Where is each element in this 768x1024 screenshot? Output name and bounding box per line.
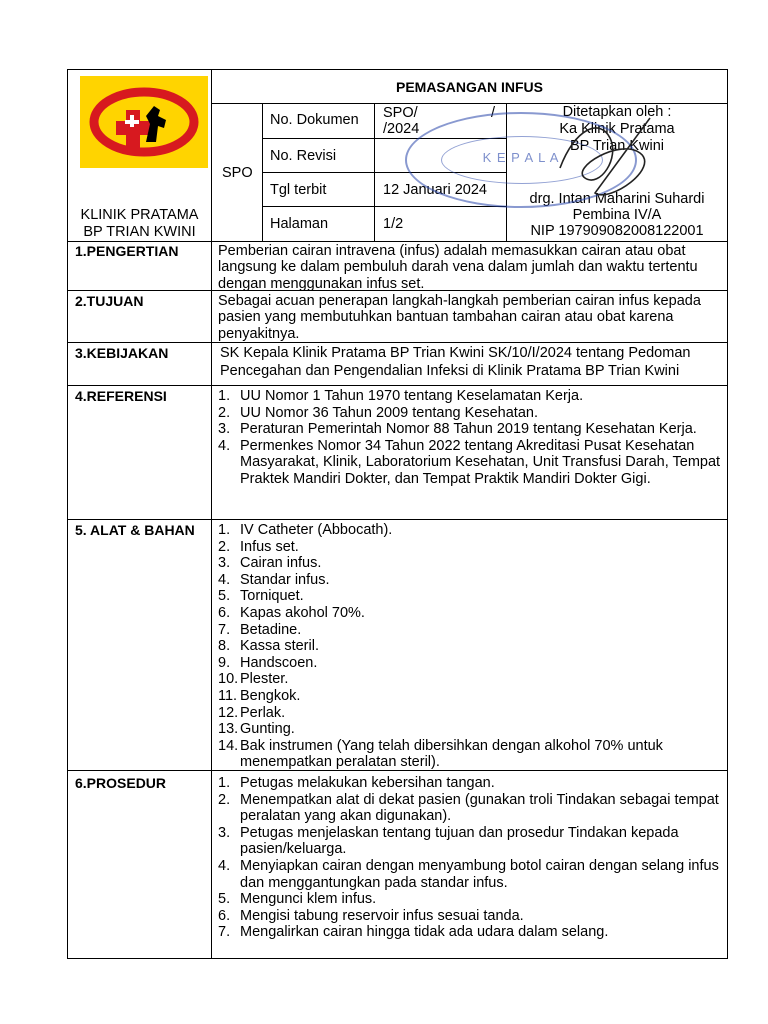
handwritten-signature (540, 108, 660, 208)
label-no-revisi: No. Revisi (270, 148, 337, 164)
section-title-kebijakan: 3.KEBIJAKAN (75, 345, 169, 361)
label-tgl-terbit: Tgl terbit (270, 182, 327, 198)
value-no-dokumen-year: /2024 (383, 121, 420, 137)
list-item: 4. Permenkes Nomor 34 Tahun 2022 tentang Akreditasi Pusat Kesehatan Masyarakat, Klinik, Laboratorium Kesehatan, Unit Transfusi Darah, Tempat Praktek Mandiri Dokter, dan Tempat Praktik Mandiri Dokter Gigi. (218, 437, 721, 487)
list-item: 3. Cairan infus. (218, 555, 322, 572)
signatory-rank: Pembina IV/A (572, 207, 662, 223)
list-item: 3. Petugas menjelaskan tentang tujuan dan prosedur Tindakan kepada pasien/keluarga. (218, 824, 679, 858)
list-item: 4. Menyiapkan cairan dengan menyambung botol cairan dengan selang infus dan menggantungkan pada standar infus. (218, 857, 719, 891)
list-item: 2. Infus set. (218, 538, 299, 555)
list-item: 8. Kassa steril. (218, 638, 319, 655)
alat-bahan-list (218, 522, 728, 771)
document-title: PEMASANGAN INFUS (395, 79, 543, 95)
list-item: 5. Torniquet. (218, 588, 304, 605)
value-no-dokumen-slash: / (491, 105, 496, 121)
list-item: 6. Mengisi tabung reservoir infus sesuai tanda. (218, 907, 524, 924)
list-item: 9. Handscoen. (218, 654, 318, 671)
section-title-tujuan: 2.TUJUAN (75, 293, 144, 309)
value-tgl-terbit: 12 Januari 2024 (383, 182, 487, 198)
list-item: 11. Bengkok. (218, 687, 301, 704)
prosedur-list (218, 775, 728, 941)
stamp-text: K E P A L A (482, 150, 560, 165)
signature-line1: Ditetapkan oleh : (562, 104, 672, 120)
section-text-kebijakan: SK Kepala Klinik Pratama BP Trian Kwini SK/10/I/2024 tentang Pedoman Pencegahan dan Pengendalian Infeksi di Klinik Pratama BP Trian Kwini (220, 345, 691, 379)
list-item: 7. Mengalirkan cairan hingga tidak ada udara dalam selang. (218, 924, 609, 941)
list-item: 10. Plester. (218, 671, 289, 688)
list-item: 5. Mengunci klem infus. (218, 891, 377, 908)
section-title-alat-bahan: 5. ALAT & BAHAN (75, 522, 195, 538)
list-item: 1. IV Catheter (Abbocath). (218, 522, 393, 538)
spo-label: SPO (222, 165, 253, 181)
list-item: 2. UU Nomor 36 Tahun 2009 tentang Kesehatan. (218, 404, 538, 421)
list-item: 1. UU Nomor 1 Tahun 1970 tentang Keselamatan Kerja. (218, 388, 584, 404)
value-halaman: 1/2 (383, 216, 404, 232)
section-text-pengertian: Pemberian cairan intravena (infus) adalah memasukkan cairan atau obat langsung ke dalam pembuluh darah vena dalam jumlah dan waktu tertentu dengan menggunakan infus set. (218, 243, 698, 292)
value-no-dokumen: SPO/ (383, 105, 418, 121)
section-title-prosedur: 6.PROSEDUR (75, 775, 167, 791)
list-item: 14. Bak instrumen (Yang telah dibersihkan dengan alkohol 70% untuk menempatkan peralatan steril). (218, 737, 663, 771)
section-title-referensi: 4.REFERENSI (75, 388, 167, 404)
list-item: 2. Menempatkan alat di dekat pasien (gunakan troli Tindakan sebagai tempat peralatan yang akan digunakan). (218, 791, 719, 825)
section-title-pengertian: 1.PENGERTIAN (75, 243, 179, 259)
clinic-logo-emblem (80, 76, 208, 168)
signature-line2: Ka Klinik Pratama (559, 121, 675, 137)
list-item: 1. Petugas melakukan kebersihan tangan. (218, 775, 495, 791)
clinic-logo (80, 76, 208, 168)
label-halaman: Halaman (270, 216, 329, 232)
clinic-name-line1: KLINIK PRATAMA (80, 207, 199, 223)
list-item: 6. Kapas akohol 70%. (218, 604, 365, 621)
referensi-list (218, 388, 728, 488)
signatory-nip: NIP 197909082008122001 (530, 223, 704, 239)
list-item: 12. Perlak. (218, 704, 286, 721)
label-no-dokumen: No. Dokumen (270, 112, 359, 128)
signature-line3: BP Trian Kwini (569, 138, 665, 154)
clinic-name-line2: BP TRIAN KWINI (83, 224, 196, 240)
signatory-name: drg. Intan Maharini Suhardi (529, 191, 705, 207)
list-item: 7. Betadine. (218, 621, 302, 638)
list-item: 13. Gunting. (218, 721, 295, 738)
list-item: 4. Standar infus. (218, 571, 330, 588)
list-item: 3. Peraturan Pemerintah Nomor 88 Tahun 2019 tentang Kesehatan Kerja. (218, 421, 697, 438)
section-text-tujuan: Sebagai acuan penerapan langkah-langkah pemberian cairan infus kepada pasien yang membutuhkan bantuan tambahan cairan atau obat karena penyakitnya. (218, 293, 701, 342)
